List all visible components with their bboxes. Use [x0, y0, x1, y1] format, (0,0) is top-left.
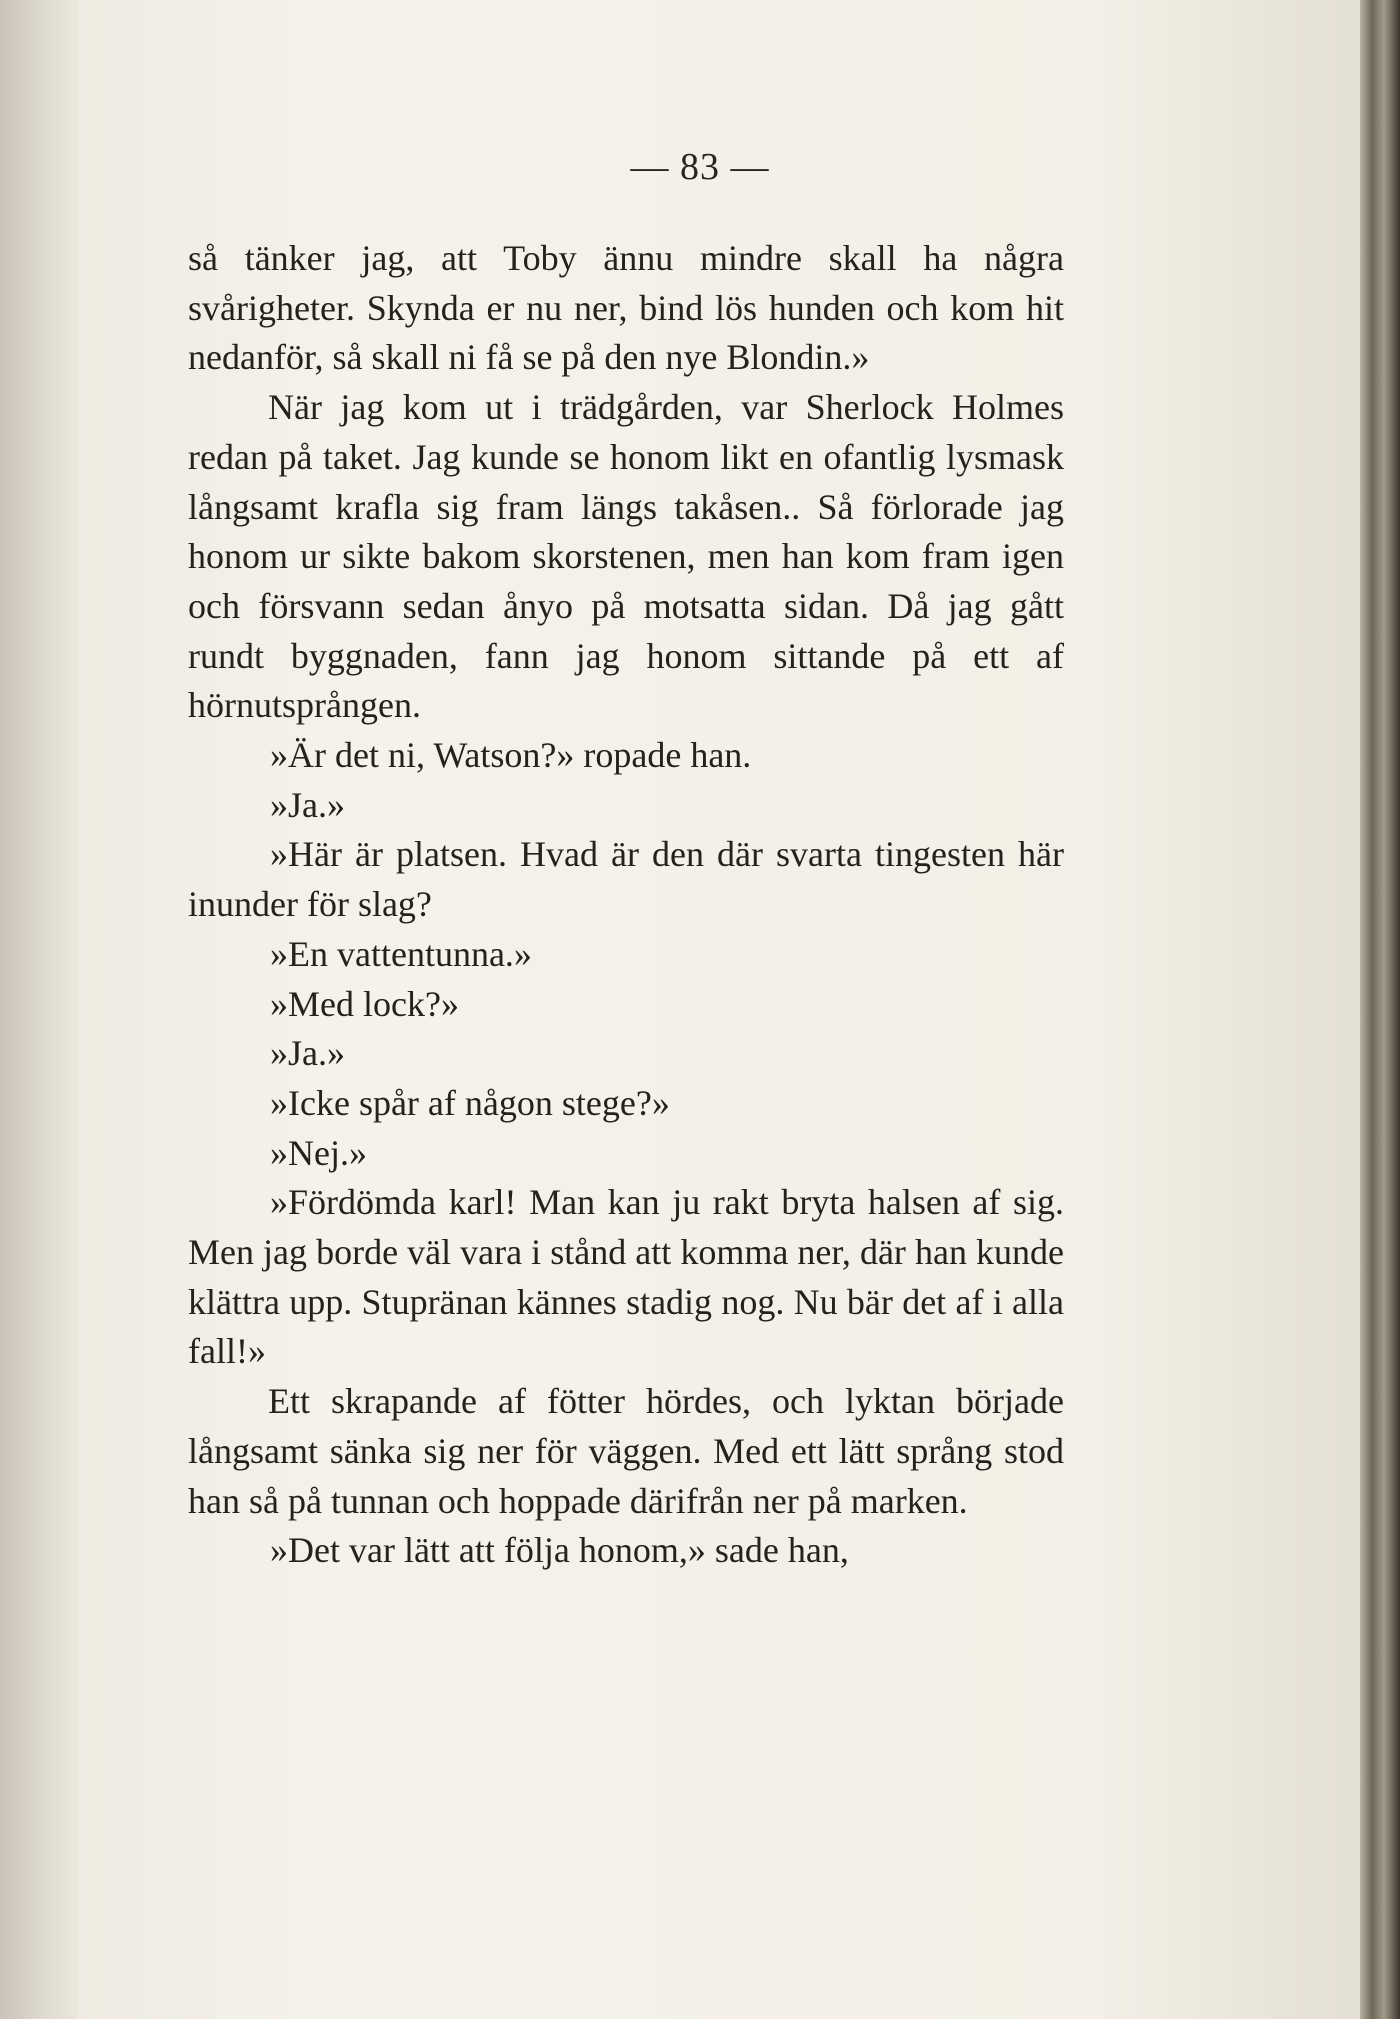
page-edge: [1360, 0, 1400, 2019]
dialogue-line: »Ja.»: [270, 1033, 345, 1074]
dialogue-line: »Ja.»: [270, 784, 345, 825]
dialogue-line: »Fördömda karl! Man kan ju rakt bryta halsen af sig. Men jag borde väl vara i stånd att komma ner, där han kunde klättra upp. Stupränan kännes stadig nog. Nu bär det af i alla fall!»: [188, 1182, 1064, 1372]
dialogue-line: »En vattentunna.»: [270, 933, 532, 974]
paragraph: När jag kom ut i trädgården, var Sherlock Holmes redan på taket. Jag kunde se honom likt en ofantlig lysmask långsamt krafla sig fram längs takåsen.. Så förlorade jag honom ur sikte bakom skorstenen, men han kom fram igen och försvann sedan ånyo på motsatta sidan. Då jag gått rundt byggnaden, fann jag honom sittande på ett af hörnutsprången.: [188, 387, 1064, 726]
dialogue-line: »Här är platsen. Hvad är den där svarta tingesten här inunder för slag?: [188, 834, 1064, 925]
page-number: — 83 —: [630, 146, 770, 188]
dialogue-line: »Nej.»: [270, 1132, 367, 1173]
dialogue-line: »Det var lätt att följa honom,» sade han,: [270, 1530, 849, 1571]
dialogue-line: »Med lock?»: [270, 983, 459, 1024]
dialogue-line: »Icke spår af någon stege?»: [270, 1082, 670, 1123]
dialogue-line: »Är det ni, Watson?» ropade han.: [270, 735, 752, 776]
paragraph: så tänker jag, att Toby ännu mindre skall ha några svårigheter. Skynda er nu ner, bind lös hunden och kom hit nedanför, så skall ni få se på den nye Blondin.»: [188, 238, 1064, 378]
body-text: [188, 234, 1064, 1576]
paragraph: Ett skrapande af fötter hördes, och lyktan började långsamt sänka sig ner för väggen. Med ett lätt språng stod han så på tunnan och hoppade därifrån ner på marken.: [188, 1381, 1064, 1521]
book-gutter: [0, 0, 78, 2019]
